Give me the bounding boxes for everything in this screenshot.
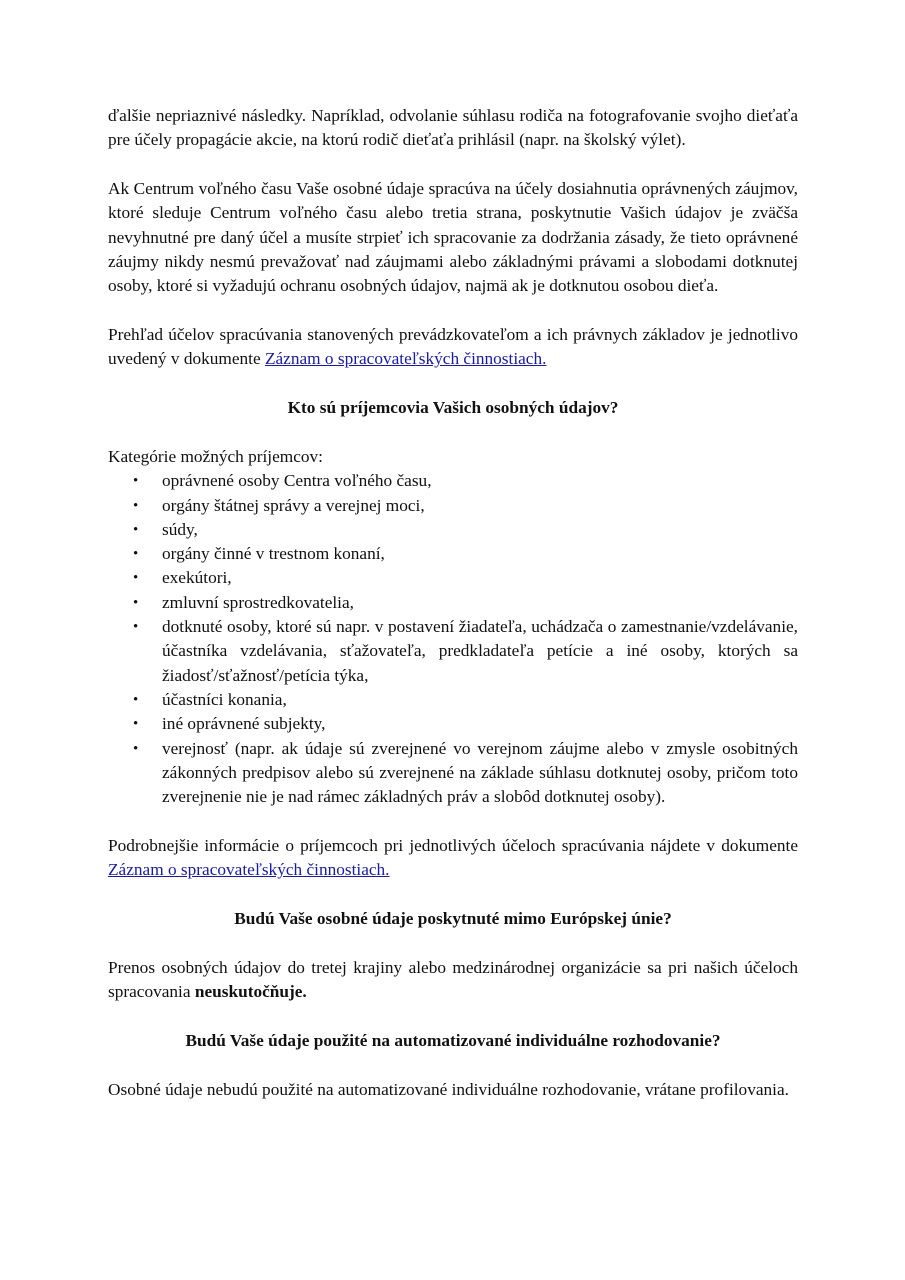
list-item: • orgány štátnej správy a verejnej moci, [108, 494, 798, 518]
list-item: • orgány činné v trestnom konaní, [108, 542, 798, 566]
details-text: Podrobnejšie informácie o príjemcoch pri jednotlivých účeloch spracúvania nájdete v dokumente [108, 835, 798, 855]
list-item: • oprávnené osoby Centra voľného času, [108, 469, 798, 493]
list-item: • verejnosť (napr. ak údaje sú zverejnené vo verejnom záujme alebo v zmysle osobitných zákonných predpisov alebo sú zverejnené na základe súhlasu dotknutej osoby, pričom toto zverejnenie nie je nad rámec základných práv a slobôd dotknutej osoby). [108, 737, 798, 810]
list-item: • zmluvní sprostredkovatelia, [108, 591, 798, 615]
transfer-text: Prenos osobných údajov do tretej krajiny alebo medzinárodnej organizácie sa pri našich účeloch spracovania [108, 957, 798, 1002]
records-of-processing-link[interactable]: Záznam o spracovateľských činnostiach. [264, 349, 547, 369]
heading-recipients: Kto sú príjemcovia Vašich osobných údajov? [287, 398, 619, 418]
paragraph-automated-decision: Osobné údaje nebudú použité na automatizované individuálne rozhodovanie, vrátane profilovania. [108, 1079, 789, 1099]
paragraph-consequences: ďalšie nepriaznivé následky. Napríklad, odvolanie súhlasu rodiča na fotografovanie svojho dieťaťa pre účely propagácie akcie, na ktorú rodič dieťaťa prihlásil (napr. na školský výlet). [108, 106, 798, 150]
heading-automated-decision: Budú Vaše údaje použité na automatizované individuálne rozhodovanie? [185, 1030, 721, 1050]
paragraph-processing-overview [108, 323, 798, 372]
overview-text: Prehľad účelov spracúvania stanovených prevádzkovateľom a ich právnych základov je jednotlivo uvedený v dokumente [108, 325, 798, 369]
list-item: • účastníci konania, [108, 688, 798, 712]
recipients-intro: Kategórie možných príjemcov: [108, 446, 323, 466]
paragraph-recipient-details [108, 834, 798, 883]
paragraph-legitimate-interest: Ak Centrum voľného času Vaše osobné údaje spracúva na účely dosiahnutia oprávnených záujmov, ktoré sleduje Centrum voľného času alebo tretia strana, poskytnutie Vašich údajov je zväčša nevyhnutné pre daný účel a musíte strpieť ich spracovanie za dodržania zásady, že tieto oprávnené záujmy nikdy nesmú prevažovať nad záujmami alebo základnými právami a slobodami dotknutej osoby, ktoré si vyžadujú ochranu osobných údajov, najmä ak je dotknutou osobou dieťa. [108, 179, 798, 296]
list-item: • súdy, [108, 518, 798, 542]
paragraph-transfer [108, 956, 798, 1005]
recipients-list [108, 469, 798, 809]
transfer-emphasis: neuskutočňuje. [194, 982, 307, 1002]
heading-transfer-outside-eu: Budú Vaše osobné údaje poskytnuté mimo Európskej únie? [234, 909, 672, 929]
list-item: • iné oprávnené subjekty, [108, 712, 798, 736]
records-of-processing-link-2[interactable]: Záznam o spracovateľských činnostiach. [108, 860, 390, 880]
list-item: • dotknuté osoby, ktoré sú napr. v postavení žiadateľa, uchádzača o zamestnanie/vzdelávanie, účastníka vzdelávania, sťažovateľa, predkladateľa petície a iné osoby, ktorých sa žiadosť/sťažnosť/petícia týka, [108, 615, 798, 688]
list-item: • exekútori, [108, 566, 798, 590]
document-page [108, 104, 798, 1102]
